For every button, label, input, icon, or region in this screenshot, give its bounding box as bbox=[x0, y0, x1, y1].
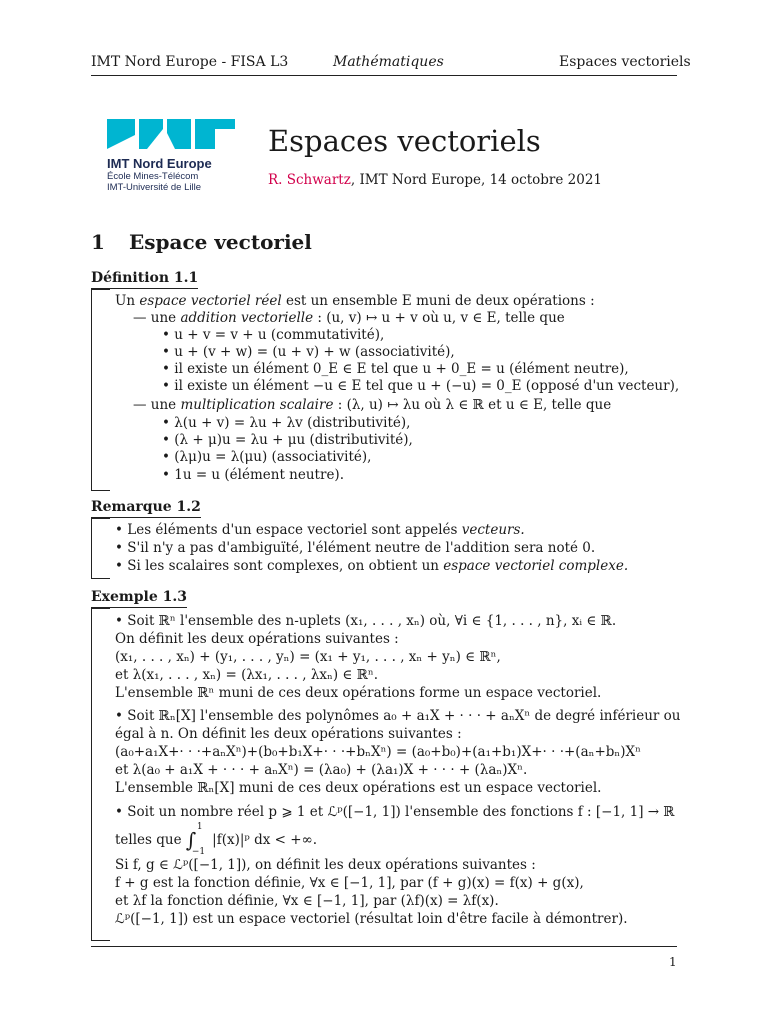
example-lp-line-3: Si f, g ∈ ℒᵖ([−1, 1]), on définit les deux opérations suivantes : bbox=[115, 857, 536, 873]
logo-line3: IMT-Université de Lille bbox=[107, 182, 201, 193]
section-number: 1 bbox=[91, 230, 105, 254]
footer-rule bbox=[91, 946, 677, 947]
remark-line-2: • S'il n'y a pas d'ambiguïté, l'élément neutre de l'addition sera noté 0. bbox=[115, 540, 596, 556]
def-bullet-2: • u + (v + w) = (u + v) + w (associativité), bbox=[162, 344, 455, 360]
section-heading bbox=[91, 230, 312, 254]
example-lp-line-6: ℒᵖ([−1, 1]) est un espace vectoriel (résultat loin d'être facile à démontrer). bbox=[115, 911, 628, 927]
header-left: IMT Nord Europe - FISA L3 bbox=[91, 54, 289, 70]
example-rn-line-5: L'ensemble ℝⁿ muni de ces deux opérations forme un espace vectoriel. bbox=[115, 685, 602, 701]
logo-line2: École Mines-Télécom bbox=[107, 171, 199, 182]
example-lp-line-5: et λf la fonction définie, ∀x ∈ [−1, 1], par (λf)(x) = λf(x). bbox=[115, 893, 499, 909]
def-bullet-1: • u + v = v + u (commutativité), bbox=[162, 327, 385, 343]
remark-line-1: • Les éléments d'un espace vectoriel sont appelés vecteurs. bbox=[115, 522, 525, 538]
definition-label-text: Définition 1.1 bbox=[91, 270, 199, 286]
header-right: Espaces vectoriels bbox=[559, 54, 691, 70]
example-poly-line-2: égal à n. On définit les deux opérations suivantes : bbox=[115, 726, 462, 742]
def-bullet-3: • il existe un élément 0_E ∈ E tel que u + 0_E = u (élément neutre), bbox=[162, 361, 629, 377]
example-label-text: Exemple 1.3 bbox=[91, 589, 187, 605]
header-rule bbox=[91, 75, 677, 76]
example-box bbox=[91, 608, 92, 941]
def-bullet-8: • 1u = u (élément neutre). bbox=[162, 467, 344, 483]
example-rn-line-2: On définit les deux opérations suivantes : bbox=[115, 631, 399, 647]
section-title: Espace vectoriel bbox=[129, 230, 312, 254]
example-poly-line-1: • Soit ℝₙ[X] l'ensemble des polynômes a₀ + a₁X + · · · + aₙXⁿ de degré inférieur ou bbox=[115, 708, 681, 724]
remark-label bbox=[91, 499, 201, 515]
example-rn-line-1: • Soit ℝⁿ l'ensemble des n-uplets (x₁, . . . , xₙ) où, ∀i ∈ {1, . . . , n}, xᵢ ∈ ℝ. bbox=[115, 613, 617, 629]
example-lp-line-2: telles que ∫ 1 −1 |f(x)|ᵖ dx < +∞. bbox=[115, 822, 318, 857]
example-lp-line-1: • Soit un nombre réel p ⩾ 1 et ℒᵖ([−1, 1]) l'ensemble des fonctions f : [−1, 1] → ℝ bbox=[115, 804, 675, 820]
definition-box bbox=[91, 289, 92, 491]
remark-label-text: Remarque 1.2 bbox=[91, 499, 201, 515]
example-rn-line-4: et λ(x₁, . . . , xₙ) = (λx₁, . . . , λxₙ) ∈ ℝⁿ. bbox=[115, 667, 379, 683]
example-poly-line-3: (a₀+a₁X+· · ·+aₙXⁿ)+(b₀+b₁X+· · ·+bₙXⁿ) = (a₀+b₀)+(a₁+b₁)X+· · ·+(aₙ+bₙ)Xⁿ bbox=[115, 744, 641, 760]
def-bullet-5: • λ(u + v) = λu + λv (distributivité), bbox=[162, 415, 411, 431]
def-bullet-7: • (λμ)u = λ(μu) (associativité), bbox=[162, 449, 372, 465]
author-details: , IMT Nord Europe, 14 octobre 2021 bbox=[350, 172, 603, 188]
def-bullet-6: • (λ + μ)u = λu + μu (distributivité), bbox=[162, 432, 413, 448]
remark-box bbox=[91, 518, 92, 579]
doc-author-line bbox=[268, 172, 602, 188]
example-label bbox=[91, 589, 187, 605]
remark-line-3: • Si les scalaires sont complexes, on obtient un espace vectoriel complexe. bbox=[115, 558, 629, 574]
def-line-multiplication: — une multiplication scalaire : (λ, u) ↦ λu où λ ∈ ℝ et u ∈ E, telle que bbox=[133, 397, 612, 413]
example-rn-line-3: (x₁, . . . , xₙ) + (y₁, . . . , yₙ) = (x₁ + y₁, . . . , xₙ + yₙ) ∈ ℝⁿ, bbox=[115, 649, 501, 665]
def-line-addition: — une addition vectorielle : (u, v) ↦ u + v où u, v ∈ E, telle que bbox=[133, 310, 565, 326]
doc-title: Espaces vectoriels bbox=[268, 124, 541, 158]
author-name: R. Schwartz bbox=[268, 172, 351, 188]
example-lp-line-4: f + g est la fonction définie, ∀x ∈ [−1, 1], par (f + g)(x) = f(x) + g(x), bbox=[115, 875, 584, 891]
example-poly-line-4: et λ(a₀ + a₁X + · · · + aₙXⁿ) = (λa₀) + (λa₁)X + · · · + (λaₙ)Xⁿ. bbox=[115, 762, 528, 778]
definition-label bbox=[91, 270, 198, 286]
example-poly-line-5: L'ensemble ℝₙ[X] muni de ces deux opérations est un espace vectoriel. bbox=[115, 780, 602, 796]
header-center: Mathématiques bbox=[333, 54, 444, 70]
logo-name: IMT Nord Europe bbox=[107, 156, 212, 171]
page-number: 1 bbox=[669, 955, 677, 969]
def-bullet-4: • il existe un élément −u ∈ E tel que u + (−u) = 0_E (opposé d'un vecteur), bbox=[162, 378, 680, 394]
def-line-1: Un espace vectoriel réel est un ensemble E muni de deux opérations : bbox=[115, 293, 595, 309]
